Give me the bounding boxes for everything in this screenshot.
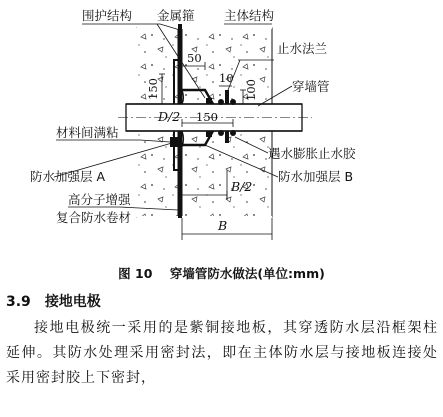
label-membrane-line1: 高分子增强: [68, 192, 131, 207]
paragraph-text: 接地电极统一采用的是紫铜接地板，其穿透防水层沿框架柱延伸。其防水处理采用密封法，即在主体防水层与接地板连接处采用密封胶上下密封，: [6, 320, 438, 386]
label-metal-hoop: 金属箍: [157, 8, 195, 23]
section-title: 接地电极: [44, 294, 101, 310]
dim-100: 100: [244, 79, 258, 101]
dim-d-half: D/2: [158, 109, 181, 124]
label-wall-pipe: 穿墙管: [292, 79, 330, 94]
section-heading: [6, 291, 101, 311]
label-membrane-line2: 复合防水卷材: [56, 210, 132, 225]
dim-50-top: 50: [187, 51, 202, 65]
body-paragraph: [6, 316, 438, 391]
label-main-structure: 主体结构: [224, 8, 275, 23]
label-swelling-sealant: 遇水膨胀止水胶: [268, 146, 356, 161]
label-enclosure: 围护结构: [82, 8, 133, 23]
dim-150-left: 150: [146, 78, 160, 100]
caption-number: 图 10: [118, 266, 153, 281]
dim-10: 10: [219, 71, 234, 85]
caption-text: 穿墙管防水做法(单位:mm): [169, 266, 325, 281]
figure-caption: [0, 264, 443, 282]
label-filler: 材料间满粘: [56, 125, 119, 140]
dim-150-mid: 150: [196, 110, 218, 124]
label-reinforce-b: 防水加强层 B: [278, 169, 354, 184]
dim-b-half: B/2: [231, 179, 253, 194]
label-water-stop-flange: 止水法兰: [277, 41, 328, 56]
section-number: 3.9: [6, 294, 31, 310]
dim-b: B: [218, 218, 228, 233]
label-reinforce-a: 防水加强层 A: [30, 169, 106, 184]
